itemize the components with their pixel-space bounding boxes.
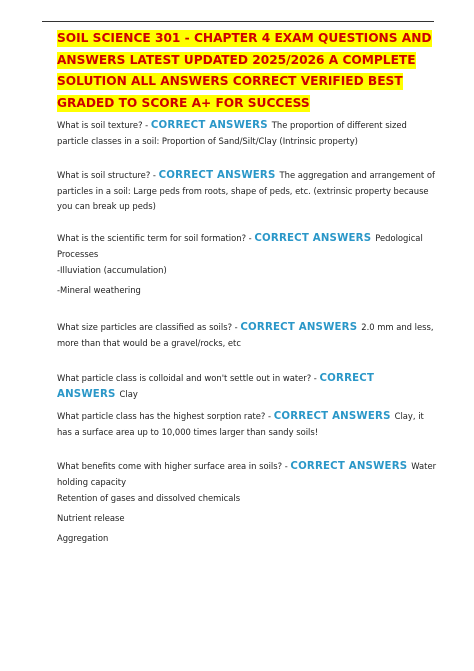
qa-item-soil-structure bbox=[57, 168, 437, 215]
list-item-aggregation: Aggregation bbox=[57, 533, 109, 543]
answer-text: The proportion of different sized particle classes in a soil: Proportion of Sand/Silt/Clay (Intrinsic property) bbox=[57, 120, 407, 146]
correct-answers-label: CORRECT ANSWERS bbox=[273, 411, 391, 422]
question-text: What particle class has the highest sorption rate? - bbox=[57, 411, 274, 421]
qa-item-particle-size bbox=[57, 320, 437, 351]
qa-item-colloidal bbox=[57, 371, 437, 402]
question-text: What is soil structure? - bbox=[57, 170, 159, 180]
answer-text: 2.0 mm and less, more than that would be a gravel/rocks, etc bbox=[57, 322, 434, 348]
question-text: What is the scientific term for soil formation? - bbox=[57, 233, 255, 243]
top-divider bbox=[42, 21, 434, 22]
question-text: What benefits come with higher surface area in soils? - bbox=[57, 461, 291, 471]
list-item-nutrient: Nutrient release bbox=[57, 513, 125, 523]
question-text: What is soil texture? - bbox=[57, 120, 151, 130]
list-item-illuviation: -Illuviation (accumulation) bbox=[57, 265, 167, 275]
list-item-retention: Retention of gases and dissolved chemicals bbox=[57, 493, 241, 503]
answer-text: Water holding capacity bbox=[57, 461, 437, 487]
qa-item-soil-texture bbox=[57, 118, 437, 149]
correct-answers-label: CORRECT ANSWERS bbox=[150, 120, 268, 131]
question-text: What particle class is colloidal and won't settle out in water? - bbox=[57, 373, 320, 383]
answer-text: Clay bbox=[119, 388, 138, 399]
title-highlight: SOIL SCIENCE 301 - CHAPTER 4 EXAM QUESTIONS AND ANSWERS LATEST UPDATED 2025/2026 A COMPLETE SOLUTION ALL ANSWERS CORRECT VERIFIED BEST GRADED TO SCORE A+ FOR SUCCESS bbox=[57, 31, 432, 110]
question-text: What size particles are classified as soils? - bbox=[57, 322, 241, 332]
answer-text: Pedological Processes bbox=[57, 233, 423, 259]
correct-answers-label: CORRECT ANSWERS bbox=[158, 170, 276, 181]
correct-answers-label: CORRECT ANSWERS bbox=[240, 322, 358, 333]
answer-text: The aggregation and arrangement of particles in a soil: Large peds from roots, shape of peds, etc. (extrinsic property because you can break up peds) bbox=[57, 170, 435, 211]
document-title bbox=[57, 28, 437, 114]
qa-item-soil-formation bbox=[57, 231, 437, 262]
qa-item-surface-area bbox=[57, 459, 437, 490]
list-item-weathering: -Mineral weathering bbox=[57, 285, 141, 295]
answer-text: Clay, it has a surface area up to 10,000 times larger than sandy soils! bbox=[57, 411, 424, 437]
qa-item-sorption bbox=[57, 409, 437, 440]
correct-answers-label: CORRECT ANSWERS bbox=[290, 461, 408, 472]
correct-answers-label: CORRECT ANSWERS bbox=[254, 233, 372, 244]
correct-answers-label: CORRECT ANSWERS bbox=[57, 373, 375, 400]
